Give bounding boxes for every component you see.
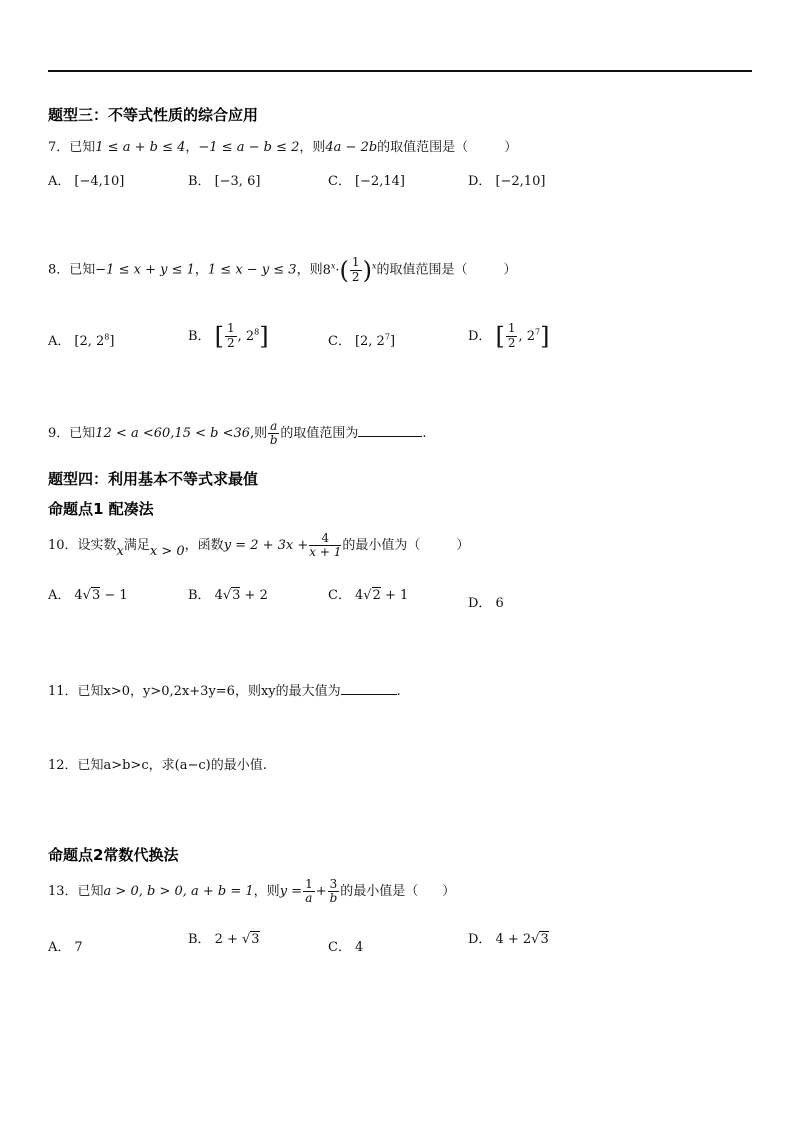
section-title-3: 题型三：不等式性质的综合应用 [48,106,259,124]
question-13: 13．已知a > 0, b > 0, a + b = 1，则y = $\frac{1}{a}$ + $\frac{3}{b}$ 的最小值是（ ） [48,877,456,906]
question-10: 10．设实数x满足x > 0，函数y = 2 + 3x + $\frac{4}{x + 1}$ 的最小值为（ ） [48,531,470,560]
q7-option-a[interactable]: A． [−4,10] [48,174,125,189]
question-11: 11．已知x>0，y>0,2x+3y=6，则xy的最大值为 . [48,684,401,699]
q9-answer-blank[interactable] [358,436,422,437]
q7-option-b[interactable]: B． [−3, 6] [188,174,261,189]
q7-option-d[interactable]: D． [−2,10] [468,174,546,189]
q13-option-d[interactable]: D． 4 + 2√3 [468,932,549,947]
question-7: 7．已知1 ≤ a + b ≤ 4，−1 ≤ a − b ≤ 2，则4a − 2b的取值范围是（ ） [48,140,518,155]
q10-option-c[interactable]: C． 4√2 + 1 [328,588,409,603]
subsection-title-2: 命题点2常数代换法 [48,846,179,864]
question-9: 9．已知12 < a <60,15 < b <36,则 $\frac{a}{b}$ 的取值范围为 . [48,419,427,448]
subsection-title-1: 命题点1 配凑法 [48,500,154,518]
q10-option-d[interactable]: D． 6 [468,596,504,611]
question-8: 8．已知−1 ≤ x + y ≤ 1，1 ≤ x − y ≤ 3，则$8^x\cdot$( $\frac{1}{2}$ )$^x$的取值范围是（ ） [48,255,517,284]
q8-expression: $8^x\cdot$( $\frac{1}{2}$ )$^x$ [322,255,377,284]
section-title-4: 题型四：利用基本不等式求最值 [48,470,259,488]
q13-option-b[interactable]: B． 2 + √3 [188,932,260,947]
question-12: 12．已知a>b>c，求(a−c)的最小值. [48,758,267,773]
q7-option-c[interactable]: C． [−2,14] [328,174,405,189]
top-rule [48,70,752,72]
q8-option-d[interactable]: D． [ $\frac{1}{2}$ , $2^7$] [468,321,550,350]
q8-option-b[interactable]: B． [ $\frac{1}{2}$ , $2^8$] [188,321,269,350]
q8-option-c[interactable]: C． [2, $2^7$] [328,332,396,349]
q10-option-a[interactable]: A． 4√3 − 1 [48,588,128,603]
q13-option-a[interactable]: A． 7 [48,940,83,955]
q8-option-a[interactable]: A． [2, $2^8$] [48,332,115,349]
q11-answer-blank[interactable] [341,694,397,695]
q13-option-c[interactable]: C． 4 [328,940,364,955]
q10-option-b[interactable]: B． 4√3 + 2 [188,588,268,603]
